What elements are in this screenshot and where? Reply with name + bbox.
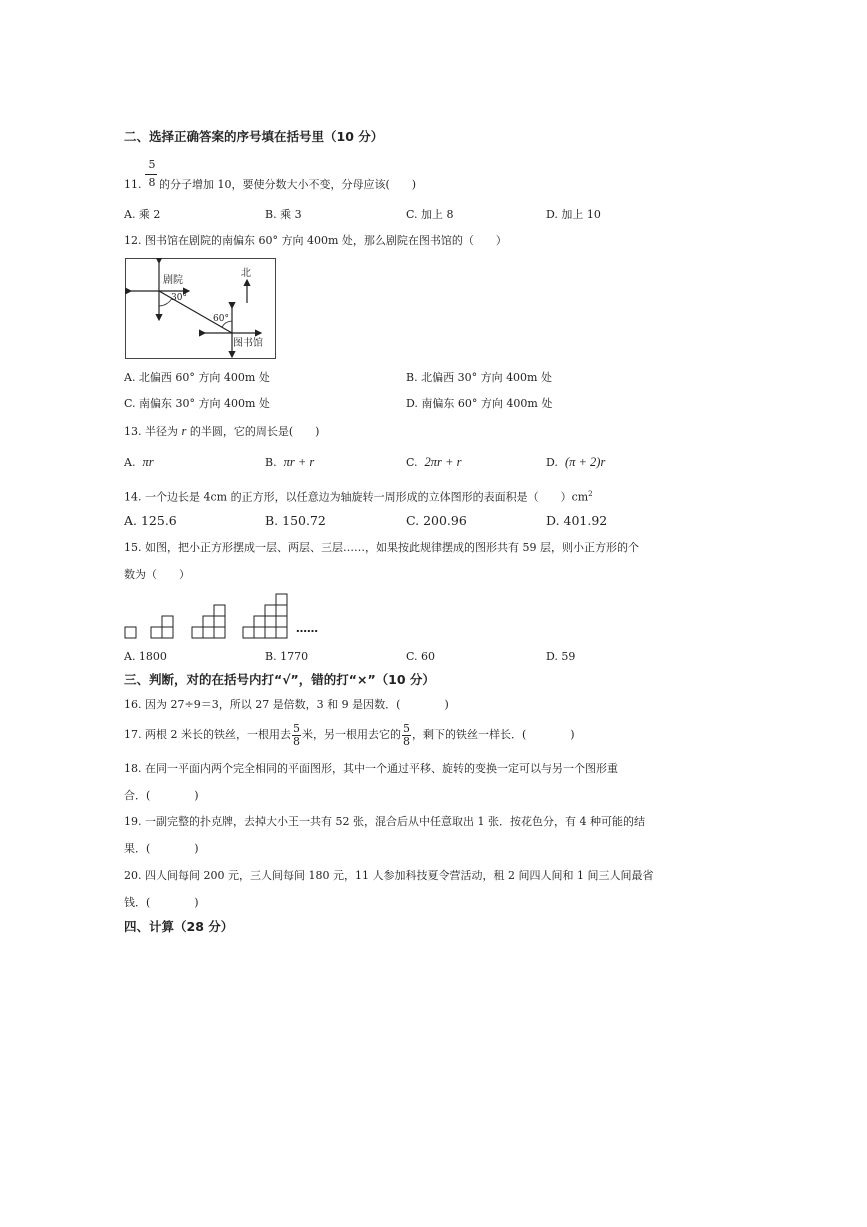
- q13-text-pre: 13. 半径为: [124, 425, 178, 438]
- q13-option-d-expr: (π + 2)r: [564, 455, 606, 469]
- q17-statement: [124, 720, 575, 750]
- q17-text-post: ，剩下的铁丝一样长．( ): [411, 728, 575, 741]
- q13-option-d-label: D.: [546, 456, 558, 469]
- q15-option-a[interactable]: A. 1800: [124, 650, 167, 663]
- q16-statement: 16. 因为 27÷9＝3，所以 27 是倍数，3 和 9 是因数．( ): [124, 698, 449, 711]
- q17-fraction-2: [402, 723, 411, 748]
- q11-fraction-denominator: 8: [148, 176, 156, 189]
- q13-option-c-label: C.: [406, 456, 418, 469]
- section-3-title: 三、判断，对的在括号内打“√”，错的打“×”（10 分）: [124, 672, 435, 687]
- q11-option-b[interactable]: B. 乘 3: [265, 208, 302, 221]
- q13-option-a-label: A.: [124, 456, 136, 469]
- q14-unit-superscript: 2: [588, 490, 593, 498]
- q13-option-c-expr: 2πr + r: [424, 455, 462, 469]
- q13-option-b[interactable]: [265, 455, 314, 470]
- label-angle-30: 30°: [171, 293, 187, 303]
- label-library: 图书馆: [233, 338, 263, 349]
- q14-option-b[interactable]: B. 150.72: [265, 513, 326, 528]
- q12-option-a[interactable]: A. 北偏西 60° 方向 400m 处: [124, 371, 270, 384]
- q18-statement-line2: 合．( ): [124, 789, 199, 802]
- q11-fraction-bar: [145, 174, 157, 175]
- q15-option-c[interactable]: C. 60: [406, 650, 436, 663]
- q14-question-text: 14. 一个边长是 4cm 的正方形，以任意边为轴旋转一周形成的立体图形的表面积是（ ）cm: [124, 490, 589, 504]
- q17-fraction-1-numerator: 5: [292, 721, 300, 735]
- q19-statement-line2: 果．( ): [124, 842, 199, 855]
- section-2-title: 二、选择正确答案的序号填在括号里（10 分）: [124, 129, 384, 144]
- label-theater: 剧院: [163, 275, 183, 286]
- q13-option-a[interactable]: [124, 455, 154, 470]
- q13-text-post: 的半圆，它的周长是( ): [189, 425, 320, 438]
- q17-text-mid: 米，另一根用去它的: [301, 728, 401, 741]
- q14-question: [124, 487, 593, 505]
- q13-var-r: r: [181, 424, 187, 438]
- q17-fraction-1: [292, 723, 301, 748]
- q12-question-text: 12. 图书馆在剧院的南偏东 60° 方向 400m 处，那么剧院在图书馆的（ ）: [124, 234, 507, 247]
- section-4-title: 四、计算（28 分）: [124, 919, 234, 934]
- q12-option-d[interactable]: D. 南偏东 60° 方向 400m 处: [406, 397, 553, 410]
- q17-fraction-2-numerator: 5: [402, 721, 410, 735]
- q14-option-a[interactable]: A. 125.6: [124, 513, 177, 528]
- q13-option-a-expr: πr: [142, 455, 154, 469]
- q12-option-b[interactable]: B. 北偏西 30° 方向 400m 处: [406, 371, 552, 384]
- q17-text-pre: 17. 两根 2 米长的铁丝，一根用去: [124, 728, 291, 741]
- label-angle-60: 60°: [213, 314, 229, 324]
- q15-stair-squares-figure: [124, 590, 334, 640]
- q13-option-b-expr: πr + r: [283, 455, 315, 469]
- q17-fraction-1-denominator: 8: [292, 734, 300, 748]
- q15-option-b[interactable]: B. 1770: [265, 650, 309, 663]
- q14-option-d[interactable]: D. 401.92: [546, 513, 608, 528]
- q14-option-c[interactable]: C. 200.96: [406, 513, 467, 528]
- q11-question-text: 的分子增加 10，要使分数大小不变，分母应该( ): [159, 178, 417, 191]
- label-north: 北: [241, 268, 251, 279]
- q20-statement-line2: 钱．( ): [124, 896, 199, 909]
- q17-fraction-2-denominator: 8: [402, 734, 410, 748]
- q11-number: 11.: [124, 178, 142, 191]
- q12-direction-diagram: [125, 258, 277, 360]
- q18-statement-line1: 18. 在同一平面内两个完全相同的平面图形，其中一个通过平移、旋转的变换一定可以与另一个图形重: [124, 762, 618, 775]
- q11-fraction-numerator: 5: [148, 158, 156, 171]
- q13-option-d[interactable]: [546, 455, 605, 470]
- q11-option-a[interactable]: A. 乘 2: [124, 208, 161, 221]
- q19-statement-line1: 19. 一副完整的扑克牌，去掉大小王一共有 52 张，混合后从中任意取出 1 张．按花色分，有 4 种可能的结: [124, 815, 645, 828]
- q11-option-d[interactable]: D. 加上 10: [546, 208, 601, 221]
- q13-question: [124, 424, 319, 439]
- q12-option-c[interactable]: C. 南偏东 30° 方向 400m 处: [124, 397, 270, 410]
- q20-statement-line1: 20. 四人间每间 200 元，三人间每间 180 元，11 人参加科技夏令营活动，租 2 间四人间和 1 间三人间最省: [124, 869, 654, 882]
- q15-question-line1: 15. 如图，把小正方形摆成一层、两层、三层……，如果按此规律摆成的图形共有 59 层，则小正方形的个: [124, 541, 639, 554]
- q13-option-b-label: B.: [265, 456, 277, 469]
- q11-option-c[interactable]: C. 加上 8: [406, 208, 454, 221]
- q13-option-c[interactable]: [406, 455, 461, 470]
- q15-question-line2: 数为（ ）: [124, 568, 190, 581]
- stair-1-square: [125, 627, 136, 638]
- q15-option-d[interactable]: D. 59: [546, 650, 576, 663]
- q15-continuation-dots: ……: [296, 622, 318, 635]
